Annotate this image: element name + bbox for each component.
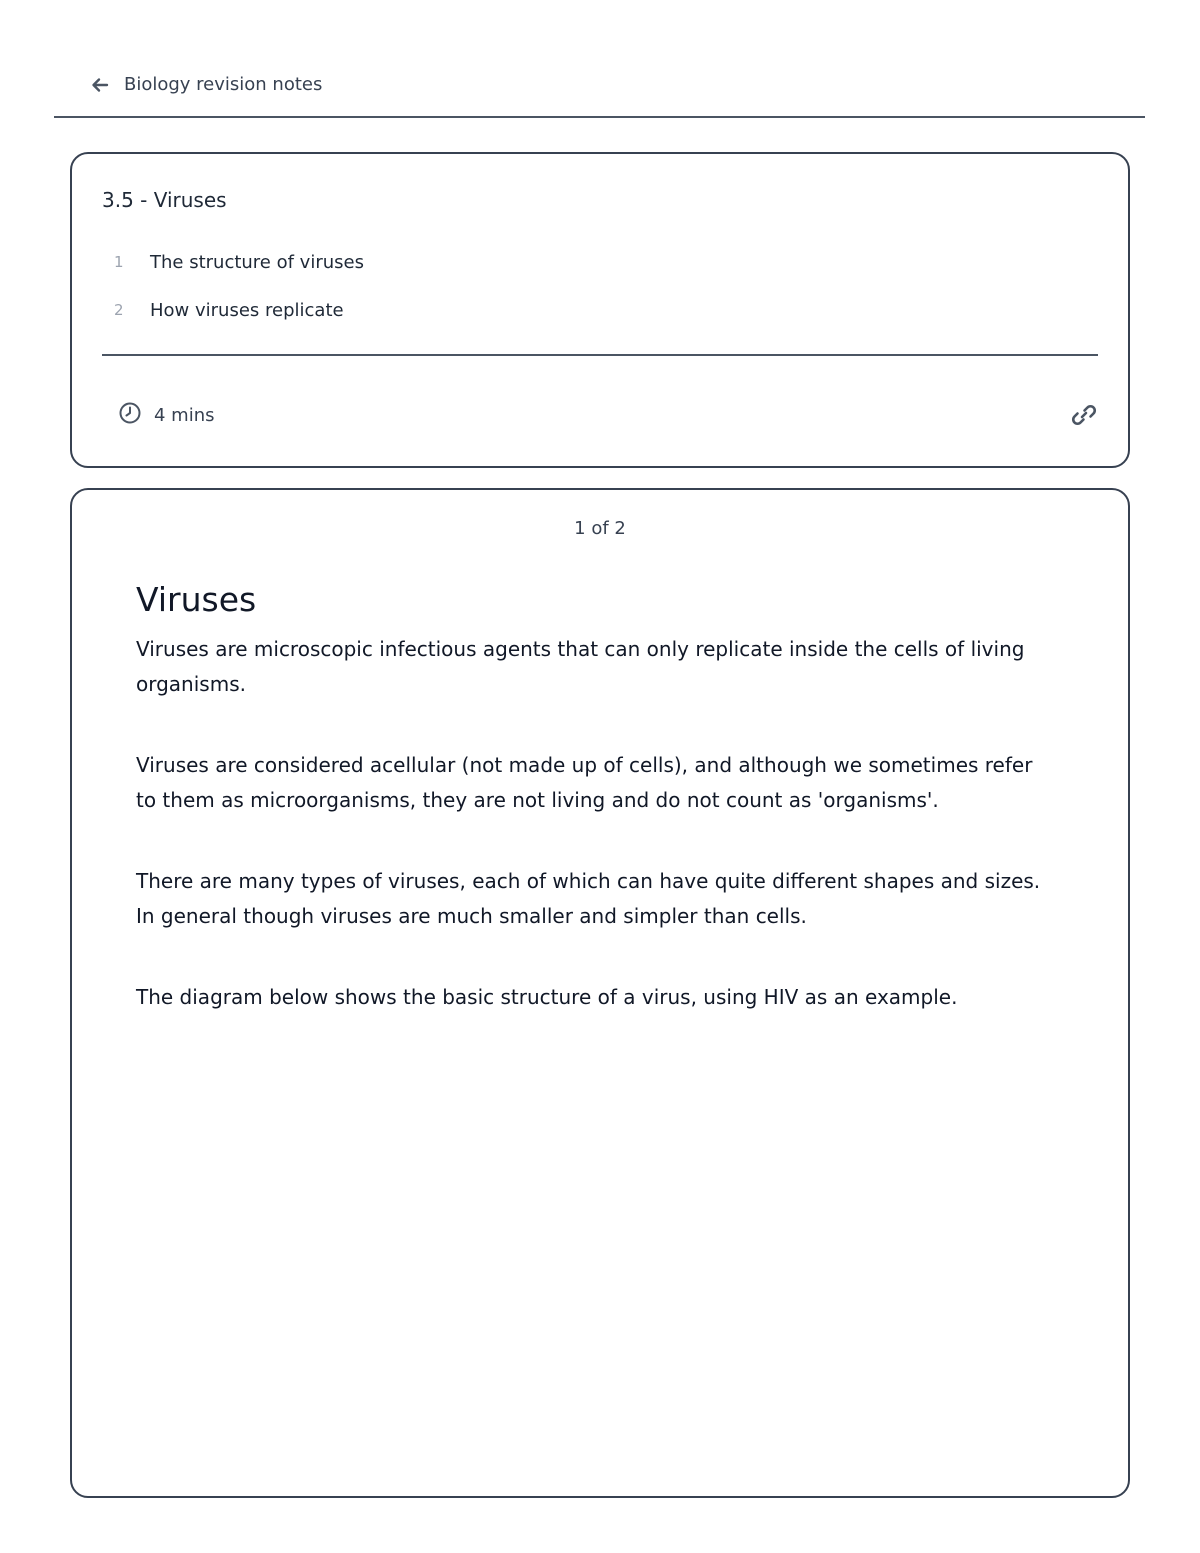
toc-item-number: 2: [114, 301, 124, 319]
back-to-biology-notes-link[interactable]: [90, 74, 322, 95]
arrow-left-icon: [90, 75, 110, 95]
toc-item-number: 1: [114, 253, 124, 271]
top-navigation-bar: [54, 62, 1145, 118]
reading-time: [118, 401, 215, 429]
toc-list: [102, 238, 364, 334]
link-icon[interactable]: [1068, 399, 1100, 431]
revision-note-card: [70, 488, 1130, 1498]
note-article: [136, 578, 1046, 1061]
page-indicator: 1 of 2: [574, 518, 626, 539]
reading-time-label: 4 mins: [154, 404, 215, 426]
paragraph-acellular: Viruses are considered acellular (not made up of cells), and although we sometimes refer to them as microorganisms, they are not living and do not count as 'organisms'.: [136, 753, 1033, 812]
table-of-contents-card: [70, 152, 1130, 468]
paragraph-types: There are many types of viruses, each of which can have quite different shapes and sizes. In general though viruses are much smaller and simpler than cells.: [136, 869, 1041, 928]
topic-title: 3.5 - Viruses: [102, 188, 227, 212]
toc-footer: [118, 398, 1100, 432]
toc-item-how-viruses-replicate[interactable]: [102, 286, 364, 334]
toc-item-structure-of-viruses[interactable]: [102, 238, 364, 286]
toc-divider: [102, 354, 1098, 356]
toc-item-label: The structure of viruses: [150, 251, 364, 273]
paragraph-diagram-intro: The diagram below shows the basic structure of a virus, using HIV as an example.: [136, 985, 958, 1009]
section-heading: Viruses: [136, 580, 257, 619]
paragraph-definition: Viruses are microscopic infectious agents that can only replicate inside the cells of living organisms.: [136, 637, 1025, 696]
toc-item-label: How viruses replicate: [150, 299, 344, 321]
back-link-label: Biology revision notes: [124, 74, 323, 95]
clock-icon: [118, 401, 142, 429]
